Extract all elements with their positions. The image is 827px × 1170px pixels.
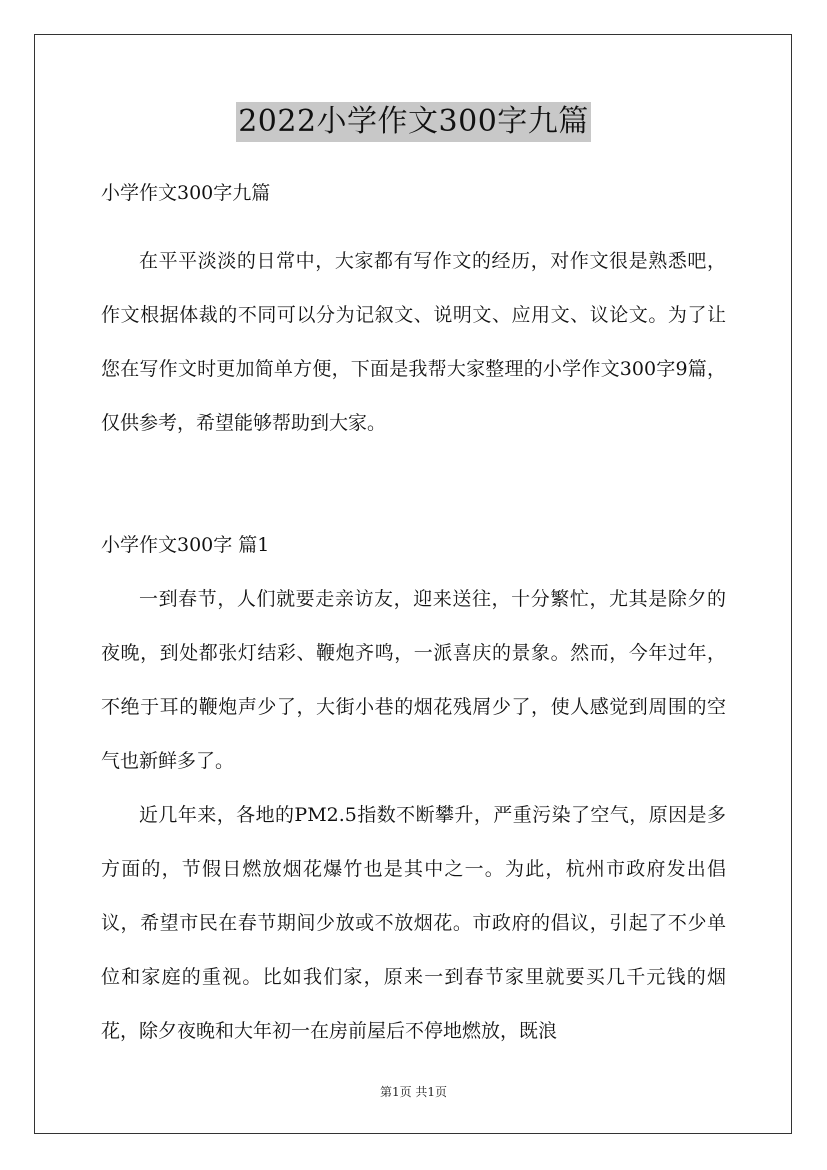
title-wrap (0, 102, 827, 142)
page-footer (0, 1083, 827, 1100)
intro-paragraph: 在平平淡淡的日常中，大家都有写作文的经历，对作文很是熟悉吧，作文根据体裁的不同可以分为记叙文、说明文、应用文、议论文。为了让您在写作文时更加简单方便，下面是我帮大家整理的小学作文300字9篇，仅供参考，希望能够帮助到大家。 (101, 250, 726, 434)
document-body (101, 174, 726, 1058)
document-subtitle: 小学作文300字九篇 (101, 182, 271, 204)
body-paragraph-1: 一到春节，人们就要走亲访友，迎来送往，十分繁忙，尤其是除夕的夜晚，到处都张灯结彩、鞭炮齐鸣，一派喜庆的景象。然而，今年过年，不绝于耳的鞭炮声少了，大街小巷的烟花残屑少了，使人感觉到周围的空气也新鲜多了。 (101, 588, 726, 772)
document-title: 2022小学作文300字九篇 (236, 102, 591, 142)
body-paragraph-2: 近几年来，各地的PM2.5指数不断攀升，严重污染了空气，原因是多方面的，节假日燃放烟花爆竹也是其中之一。为此，杭州市政府发出倡议，希望市民在春节期间少放或不放烟花。市政府的倡议，引起了不少单位和家庭的重视。比如我们家，原来一到春节家里就要买几千元钱的烟花，除夕夜晚和大年初一在房前屋后不停地燃放，既浪 (101, 804, 726, 1042)
section-heading: 小学作文300字 篇1 (101, 534, 270, 556)
page-number: 第1页 共1页 (379, 1085, 448, 1099)
